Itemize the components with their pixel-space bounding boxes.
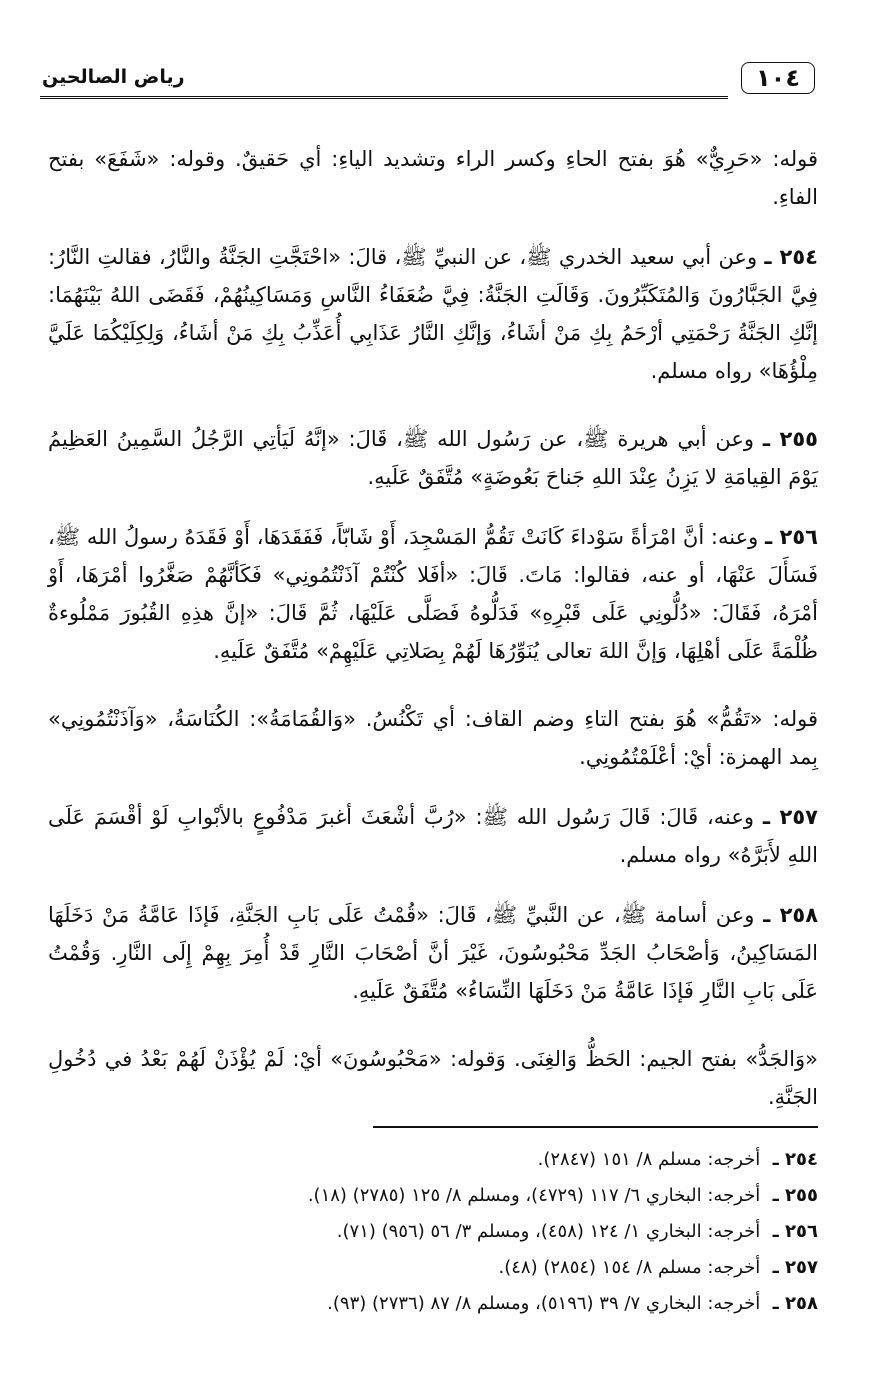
hadith-255: [48, 420, 818, 496]
footnote-item: [150, 1142, 818, 1178]
hadith-text: وعن أبي هريرة ﷺ، عن رَسُول الله ﷺ، قَالَ: «إنَّهُ لَيَأتِي الرَّجُلُ السَّمِينُ العَظِيمُ يَوْمَ القِيامَةِ لا يَزِنُ عِنْدَ اللهِ جَناحَ بَعُوضَةٍ» مُتَّفَقٌ عَلَيهِ.: [48, 427, 818, 489]
header-rule: [40, 96, 728, 99]
paragraph-text: قوله: «حَرِيٌّ» هُوَ بفتح الحاءِ وكسر الراء وتشديد الياءِ: أي حَقيقٌ. وقوله: «شَفَعَ» بفتح الفاءِ.: [48, 147, 818, 209]
hadith-258: [48, 896, 818, 1010]
paragraph-gloss-3: [48, 1040, 818, 1116]
footnote-number: ٢٥٤ ـ: [772, 1149, 818, 1170]
hadith-number: ٢٥٧ ـ: [762, 805, 818, 829]
footnote-item: [150, 1250, 818, 1286]
footnote-number: ٢٥٧ ـ: [772, 1257, 818, 1278]
paragraph-gloss-1: [48, 140, 818, 216]
footnote-number: ٢٥٨ ـ: [772, 1293, 818, 1314]
hadith-number: ٢٥٦ ـ: [764, 525, 818, 549]
hadith-257: [48, 798, 818, 874]
hadith-number: ٢٥٨ ـ: [763, 903, 819, 927]
paragraph-text: «وَالجَدُّ» بفتح الجيم: الحَظُّ وَالغِنَى. وَقوله: «مَحْبُوسُونَ» أيْ: لَمْ يُؤْذَنْ لَهُمْ بَعْدُ في دُخُولِ الجَنَّةِ.: [48, 1047, 818, 1109]
hadith-254: [48, 238, 818, 390]
footnote-text: أخرجه: البخاري ٦/ ١١٧ (٤٧٢٩)، ومسلم ٨/ ١٢٥ (٢٧٨٥) (١٨).: [307, 1185, 761, 1206]
hadith-text: وعن أبي سعيد الخدري ﷺ، عن النبيِّ ﷺ، قالَ: «احْتَجَّتِ الجَنَّةُ والنَّارُ، فقالتِ النَّارُ: فِيَّ الجَبَّارُونَ وَالمُتَكَبِّرُونَ. وَقَالَتِ الجَنَّةُ: فِيَّ ضُعَفَاءُ النَّاسِ وَمَسَاكِينُهُمْ، فَقَضَى اللهُ بَيْنَهُمَا: إنَّكِ الجَنَّةُ رَحْمَتِي أرْحَمُ بِكِ مَنْ أشَاءُ، وَإنَّكِ النَّارُ عَذَابِي أُعَذِّبُ بِكِ مَنْ أشَاءُ، وَلِكِلَيْكُمَا عَلَيَّ مِلْؤُهَا» رواه مسلم.: [48, 245, 818, 383]
footnote-item: [150, 1214, 818, 1250]
hadith-text: وعنه: أنَّ امْرَأةً سَوْداءَ كَانَتْ تَقُمُّ المَسْجِدَ، أَوْ شَابّاً، فَفَقَدَهَا، أَوْ فَقَدَهُ رسولُ الله ﷺ، فَسَأَلَ عَنْهَا، أو عنه، فقالوا: مَاتَ. قَالَ: «أفَلا كُنْتُمْ آذَنْتُمُونِي» فَكَأنَّهُمْ صَغَّرُوا أمْرَهَا، أَوْ أمْرَهُ، فَقَالَ: «دُلُّونِي عَلَى قَبْرِهِ» فَدَلُّوهُ فَصَلَّى عَلَيْهَا، ثُمَّ قَالَ: «إنَّ هذِهِ القُبُورَ مَمْلُوءةٌ ظُلْمَةً عَلَى أهْلِهَا، وَإنَّ اللهَ تعالى يُنَوِّرُهَا لَهُمْ بِصَلاتِي عَلَيْهِمْ» مُتَّفَقٌ عَلَيهِ.: [48, 525, 818, 663]
footnotes: [150, 1142, 818, 1322]
paragraph-text: قوله: «تَقُمُّ» هُوَ بفتح التاءِ وضم القاف: أي تَكْنُسُ. «وَالقُمَامَةُ»: الكُنَاسَةُ، «وَآذَنْتُمُونِي» بِمد الهمزة: أيْ: أعْلَمْتُمُونِي.: [48, 707, 818, 769]
page-header: [40, 58, 823, 102]
footnote-item: [150, 1286, 818, 1322]
hadith-text: وعنه، قَالَ: قَالَ رَسُول الله ﷺ: «رُبَّ أشْعَثَ أغبرَ مَدْفُوعٍ بالأبْوابِ لَوْ أقْسَمَ عَلَى اللهِ لأَبَرَّهُ» رواه مسلم.: [48, 805, 818, 867]
hadith-256: [48, 518, 818, 670]
footnote-text: أخرجه: مسلم ٨/ ١٥١ (٢٨٤٧).: [537, 1149, 761, 1170]
hadith-number: ٢٥٥ ـ: [762, 427, 818, 451]
hadith-number: ٢٥٤ ـ: [764, 245, 818, 269]
paragraph-gloss-2: [48, 700, 818, 776]
book-title: رياض الصالحين: [42, 66, 185, 88]
footnote-text: أخرجه: مسلم ٨/ ١٥٤ (٢٨٥٤) (٤٨).: [498, 1257, 761, 1278]
footnote-text: أخرجه: البخاري ١/ ١٢٤ (٤٥٨)، ومسلم ٣/ ٥٦ (٩٥٦) (٧١).: [336, 1221, 761, 1242]
footnote-item: [150, 1178, 818, 1214]
footnote-text: أخرجه: البخاري ٧/ ٣٩ (٥١٩٦)، ومسلم ٨/ ٨٧ (٢٧٣٦) (٩٣).: [327, 1293, 761, 1314]
hadith-text: وعن أسامة ﷺ، عن النَّبيِّ ﷺ، قَالَ: «قُمْتُ عَلَى بَابِ الجَنَّةِ، فَإذَا عَامَّةُ مَنْ دَخَلَهَا المَسَاكِينُ، وَأصْحَابُ الجَدِّ مَحْبُوسُونَ، غَيْرَ أنَّ أصْحَابَ النَّارِ قَدْ أُمِرَ بِهِمْ إِلَى النَّارِ. وَقُمْتُ عَلَى بَابِ النَّارِ فَإذَا عَامَّةُ مَنْ دَخَلَهَا النِّسَاءُ» مُتَّفَقٌ عَلَيهِ.: [48, 903, 818, 1003]
footnote-number: ٢٥٦ ـ: [772, 1221, 818, 1242]
footnote-number: ٢٥٥ ـ: [772, 1185, 818, 1206]
page-number: ١٠٤: [741, 62, 815, 94]
footnote-divider: [373, 1126, 818, 1128]
